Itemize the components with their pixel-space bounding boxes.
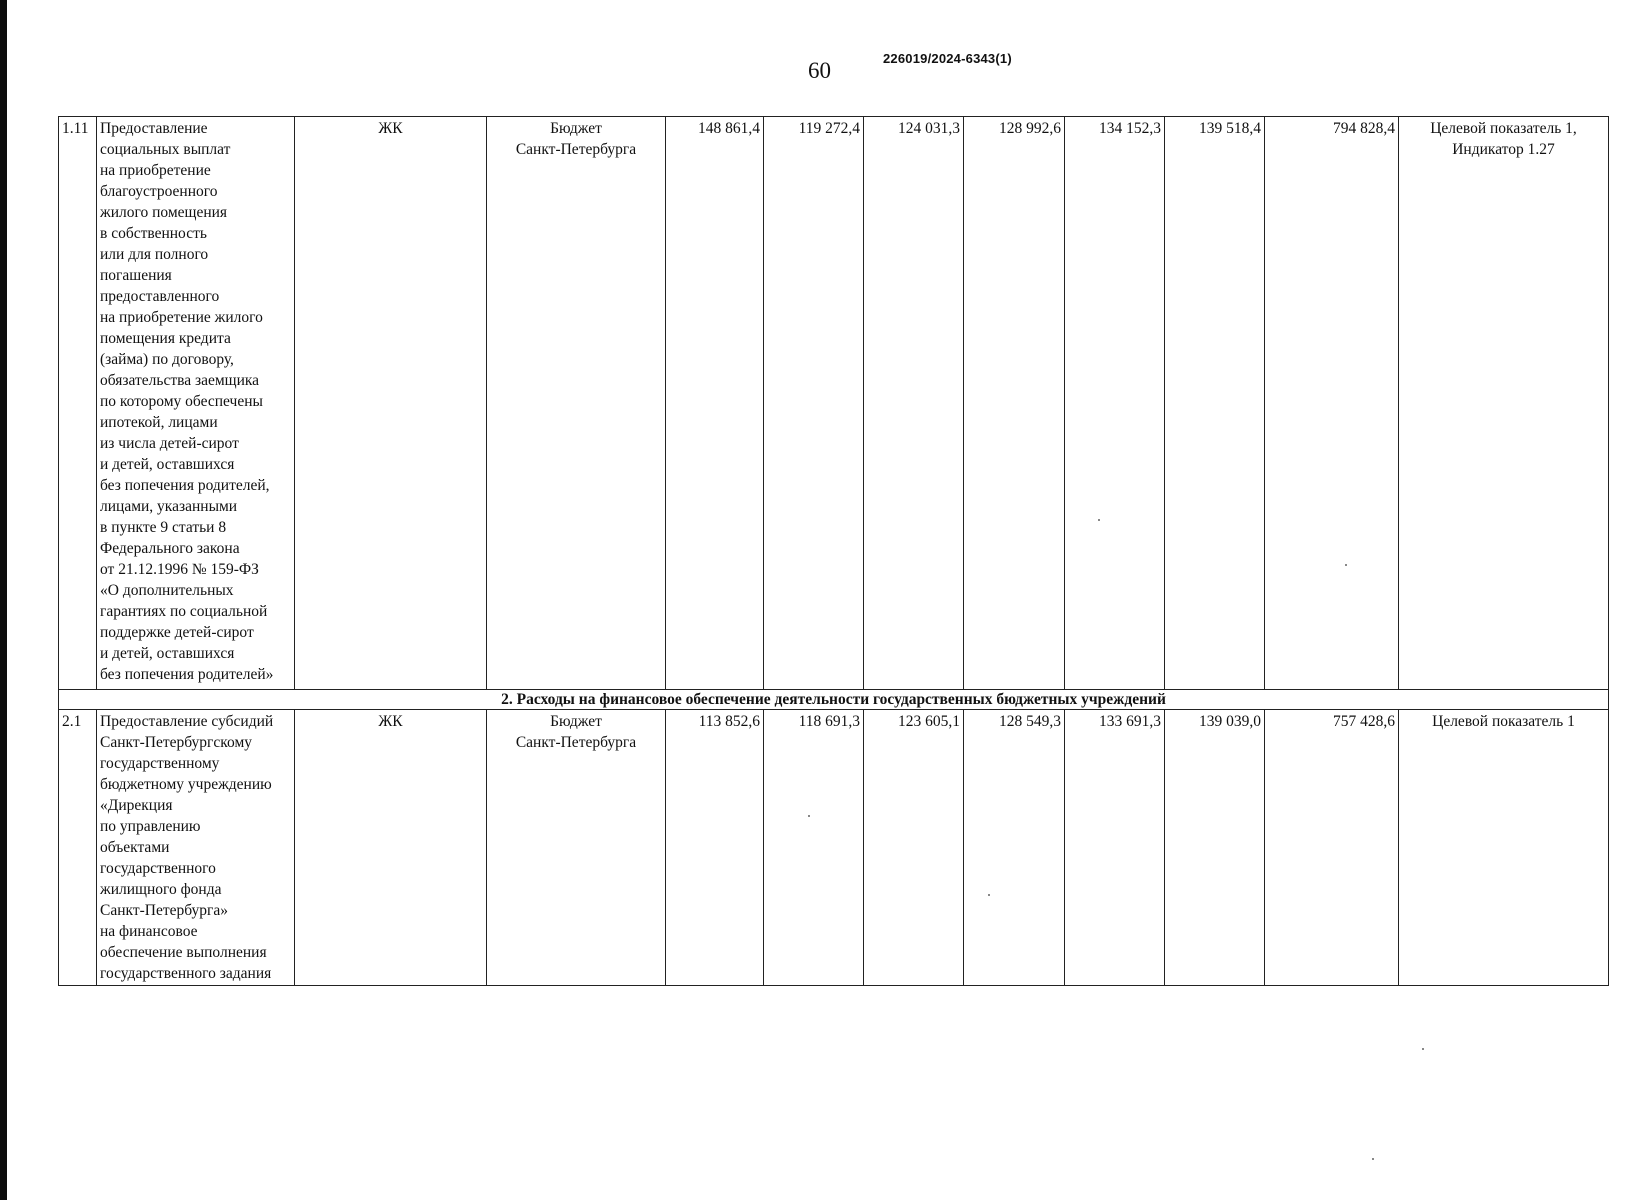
- section-header-row: [59, 690, 1609, 710]
- scan-edge: [0, 0, 7, 1200]
- row-value: 119 272,4: [764, 117, 864, 690]
- row-funding-source: Бюджет Санкт-Петербурга: [487, 117, 666, 690]
- scan-speck: [1372, 1158, 1374, 1160]
- table-row: [59, 117, 1609, 690]
- scan-speck: [988, 894, 990, 896]
- scan-speck: [1422, 1048, 1424, 1050]
- row-index: 1.11: [59, 117, 97, 690]
- row-funding-source: Бюджет Санкт-Петербурга: [487, 710, 666, 986]
- row-value: 123 605,1: [864, 710, 964, 986]
- row-value: 113 852,6: [666, 710, 764, 986]
- budget-table: [58, 116, 1609, 986]
- table-row: [59, 710, 1609, 986]
- row-value: 139 518,4: [1165, 117, 1265, 690]
- section-header: 2. Расходы на финансовое обеспечение деятельности государственных бюджетных учреждений: [59, 690, 1609, 710]
- row-target-indicator: Целевой показатель 1, Индикатор 1.27: [1399, 117, 1609, 690]
- row-value: 128 549,3: [964, 710, 1065, 986]
- row-value: 124 031,3: [864, 117, 964, 690]
- row-value: 133 691,3: [1065, 710, 1165, 986]
- document-id: 226019/2024-6343(1): [883, 51, 1012, 66]
- scan-speck: [1345, 564, 1347, 566]
- row-value: 134 152,3: [1065, 117, 1165, 690]
- row-index: 2.1: [59, 710, 97, 986]
- row-executor: ЖК: [295, 117, 487, 690]
- row-value: 148 861,4: [666, 117, 764, 690]
- page-number: 60: [808, 58, 831, 83]
- row-total: 757 428,6: [1265, 710, 1399, 986]
- row-total: 794 828,4: [1265, 117, 1399, 690]
- row-description: Предоставление субсидий Санкт-Петербургскому государственному бюджетному учреждению «Дирекция по управлению объектами государственного жилищного фонда Санкт-Петербурга» на финансовое обеспечение выполнения государственного задания: [97, 710, 295, 986]
- row-value: 118 691,3: [764, 710, 864, 986]
- row-description: Предоставление социальных выплат на приобретение благоустроенного жилого помещения в собственность или для полного погашения предоставленного на приобретение жилого помещения кредита (займа) по договору, обязательства заемщика по которому обеспечены ипотекой, лицами из числа детей-сирот и детей, оставшихся без попечения родителей, лицами, указанными в пункте 9 статьи 8 Федерального закона от 21.12.1996 № 159-ФЗ «О дополнительных гарантиях по социальной поддержке детей-сирот и детей, оставшихся без попечения родителей»: [97, 117, 295, 690]
- row-executor: ЖК: [295, 710, 487, 986]
- row-value: 139 039,0: [1165, 710, 1265, 986]
- scan-speck: [808, 815, 810, 817]
- row-value: 128 992,6: [964, 117, 1065, 690]
- row-target-indicator: Целевой показатель 1: [1399, 710, 1609, 986]
- scan-speck: [1098, 519, 1100, 521]
